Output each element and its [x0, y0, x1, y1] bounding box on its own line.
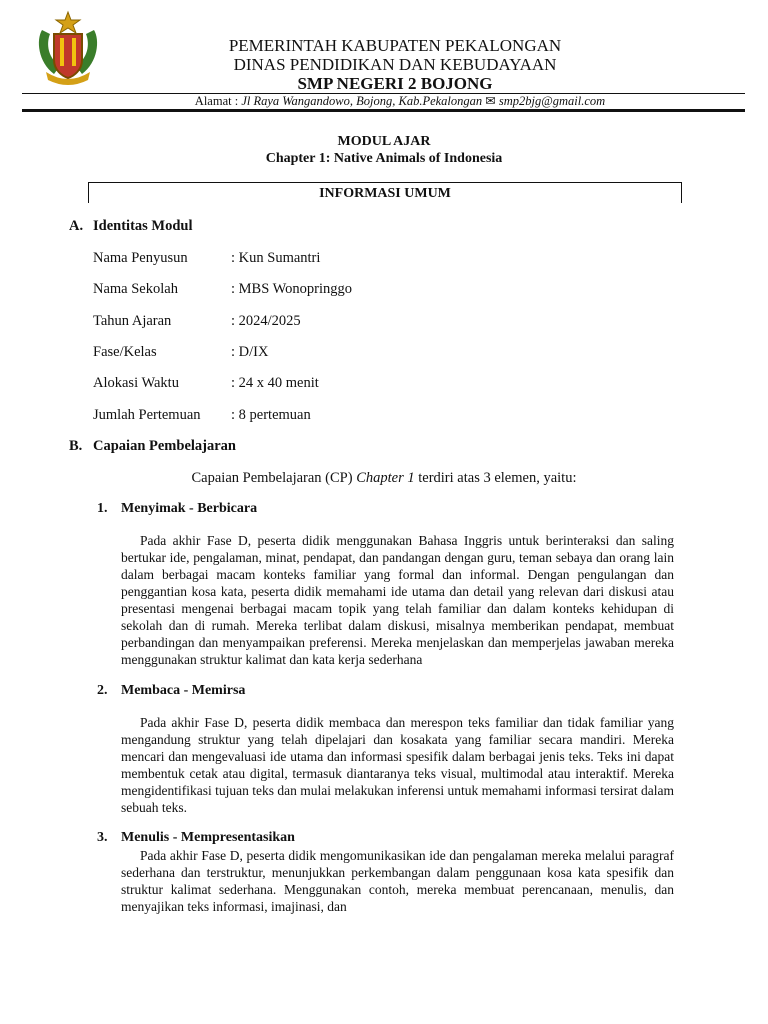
- identity-label: Jumlah Pertemuan: [93, 407, 201, 423]
- identity-row: [93, 250, 493, 268]
- identity-label: Tahun Ajaran: [93, 313, 172, 329]
- letterhead-department: DINAS PENDIDIKAN DAN KEBUDAYAAN: [233, 55, 557, 74]
- element-heading-1: [97, 501, 257, 517]
- section-a-title: Identitas Modul: [93, 218, 193, 234]
- identity-value: : 24 x 40 menit: [231, 375, 319, 391]
- element-number: 2.: [97, 683, 108, 698]
- element-title: Menyimak - Berbicara: [121, 501, 258, 516]
- cp-intro-chapter: Chapter 1: [356, 470, 415, 486]
- address-text: Jl Raya Wangandowo, Bojong, Kab.Pekalongan: [241, 94, 483, 108]
- info-box-title: INFORMASI UMUM: [319, 186, 451, 201]
- identity-value: : Kun Sumantri: [231, 250, 321, 266]
- element-heading-2: [97, 683, 245, 699]
- section-b-title: Capaian Pembelajaran: [93, 438, 236, 454]
- address-label: Alamat :: [194, 94, 239, 108]
- document-title: MODUL AJAR: [337, 134, 431, 149]
- email-text: smp2bjg@gmail.com: [498, 94, 606, 108]
- identity-row: [93, 313, 493, 331]
- letterhead-address: [100, 93, 700, 109]
- regency-emblem-logo: [34, 10, 102, 86]
- letterhead-divider-thick: [22, 109, 745, 112]
- element-paragraph-2: Pada akhir Fase D, peserta didik membaca dan merespon teks familiar dan tidak familiar yang mengandung struktur yang telah dipelajari dan kosakata yang familiar secara mandiri. Mereka mencari dan mengevaluasi ide utama dan informasi spesifik dalam berbagai jenis teks. Teks ini dapat membentuk cetak atau digital, termasuk diantaranya teks visual, multimodal atau interaktif. Mereka mengidentifikasi tujuan teks dan mulai melakukan inferensi untuk memahami informasi tersirat dalam sebuah teks.: [121, 715, 674, 815]
- letterhead-school-name: SMP NEGERI 2 BOJONG: [297, 74, 493, 93]
- identity-value: : D/IX: [231, 344, 269, 360]
- element-title: Menulis - Mempresentasikan: [121, 830, 295, 845]
- identity-row: [93, 375, 493, 393]
- element-paragraph-3: Pada akhir Fase D, peserta didik mengomunikasikan ide dan pengalaman mereka melalui paragraf sederhana dan terstruktur, menunjukkan perkembangan dalam penggunaan kosa kata spesifik dan struktur kalimat sederhana. Menggunakan contoh, mereka membuat perencanaan, menulis, dan menyajikan teks informasi, imajinasi, dan: [121, 848, 674, 914]
- identity-value: : MBS Wonopringgo: [231, 281, 353, 297]
- element-number: 3.: [97, 830, 108, 845]
- identity-label: Alokasi Waktu: [93, 375, 179, 391]
- identity-row: [93, 344, 493, 362]
- identity-row: [93, 281, 493, 299]
- letterhead-government: PEMERINTAH KABUPATEN PEKALONGAN: [228, 36, 562, 55]
- section-a-heading: [69, 218, 193, 235]
- cp-intro-text-end: terdiri atas 3 elemen, yaitu:: [414, 470, 577, 486]
- identity-label: Nama Sekolah: [93, 281, 178, 297]
- element-paragraph-1: Pada akhir Fase D, peserta didik menggunakan Bahasa Inggris untuk berinteraksi dan saling bertukar ide, pengalaman, minat, pendapat, dan pandangan dengan guru, teman sebaya dan orang lain dalam berbagai macam konteks familiar yang formal dan informal. Dengan pengulangan dan penggantian kosa kata, peserta didik memahami ide utama dan detail yang relevan dari diskusi atau presentasi mengenai berbagai macam topik yang telah familiar dan dalam konteks kehidupan di sekolah dan di rumah. Mereka terlibat dalam diskusi, misalnya memberikan pendapat, membuat perbandingan dan menyampaikan preferensi. Mereka menjelaskan dan memperjelas jawaban mereka menggunakan struktur kalimat dan kata kerja sederhana: [121, 533, 674, 667]
- info-box: [88, 182, 682, 203]
- cp-intro: [0, 470, 768, 487]
- element-heading-3: [97, 830, 295, 846]
- section-a-number: A.: [69, 218, 84, 234]
- identity-row: [93, 407, 493, 425]
- element-title: Membaca - Memirsa: [121, 683, 246, 698]
- identity-label: Fase/Kelas: [93, 344, 157, 360]
- section-b-heading: [69, 438, 236, 455]
- chapter-title: Chapter 1: Native Animals of Indonesia: [265, 151, 503, 166]
- cp-intro-text: Capaian Pembelajaran (CP): [191, 470, 357, 486]
- element-number: 1.: [97, 501, 108, 516]
- identity-value: : 8 pertemuan: [231, 407, 311, 423]
- section-b-number: B.: [69, 438, 83, 454]
- identity-value: : 2024/2025: [231, 313, 301, 329]
- envelope-icon: ✉: [485, 94, 496, 108]
- identity-label: Nama Penyusun: [93, 250, 188, 266]
